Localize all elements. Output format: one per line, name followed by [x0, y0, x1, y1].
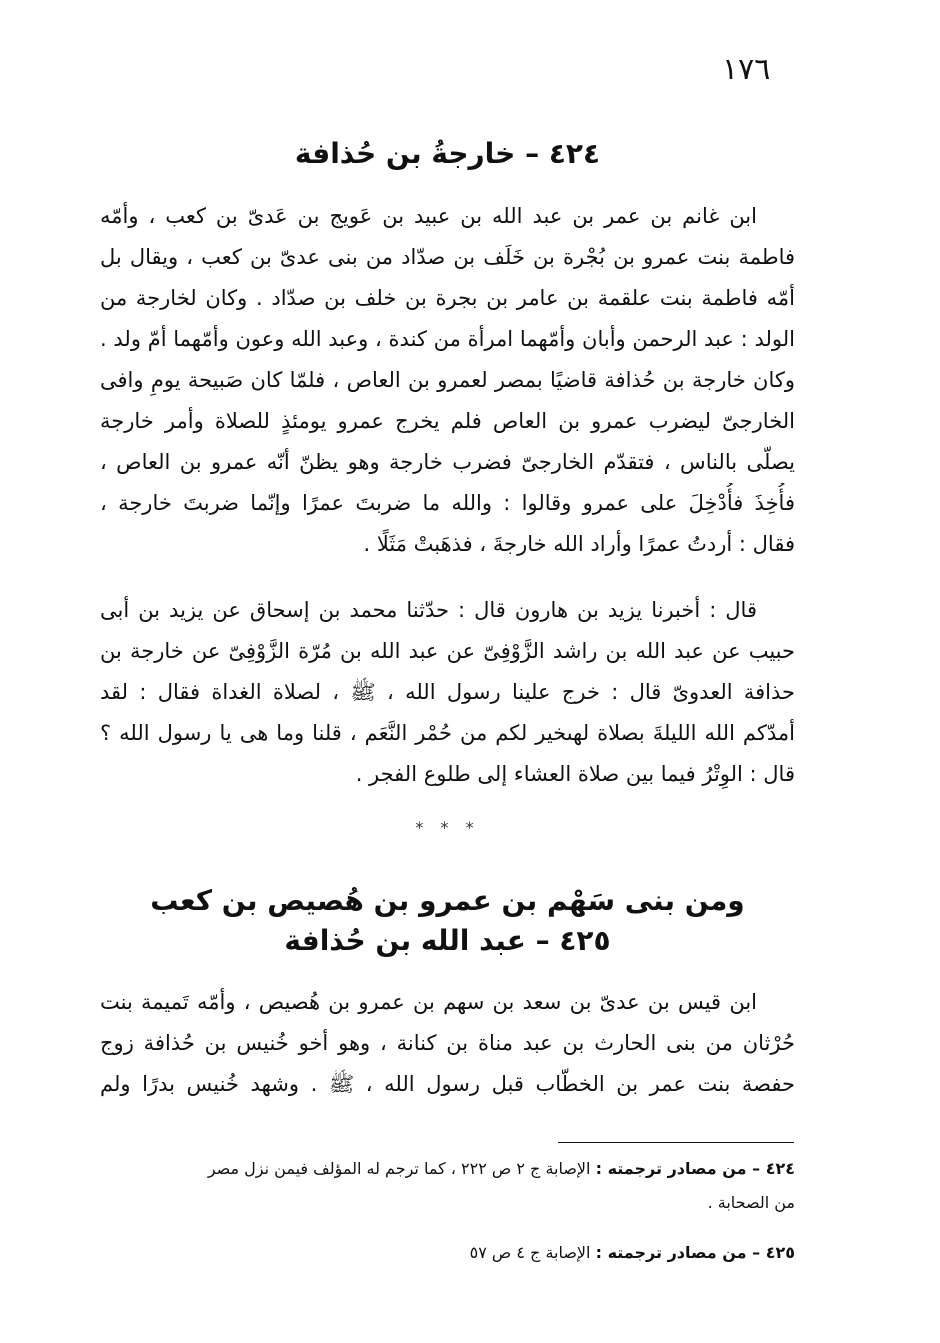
entry-424-biography: [100, 196, 795, 565]
footnote-425: [100, 1236, 795, 1270]
text-line: الولد : عبد الرحمن وأبان وأمّهما امرأة من كندة ، وعبد الله وعون وأمّهما أمّ ولد .: [100, 327, 795, 351]
text-line: حذافة العدوىّ قال : خرج علينا رسول الله ، ﷺ ، لصلاة الغداة فقال : لقد: [100, 680, 795, 704]
footnote-line: [100, 1236, 795, 1270]
footnote-divider: [558, 1142, 794, 1143]
text-line: وكان خارجة بن حُذافة قاضيًا بمصر لعمرو بن العاص ، فلمّا كان صَبيحة يومِ وافى: [100, 368, 795, 392]
text-line: فاطمة بنت عمرو بن بُجْرة بن خَلَف بن صدّاد من بنى عدىّ بن كعب ، ويقال بل: [100, 245, 795, 269]
text-line: ابن قيس بن عدىّ بن سعد بن سهم بن عمرو بن هُصيص ، وأمّه تَميمة بنت: [100, 990, 757, 1014]
entry-424-hadith-paragraph: [100, 590, 795, 795]
page-number: ١٧٦: [722, 52, 771, 87]
footnote-label: ٤٢٤ – من مصادر ترجمته :: [595, 1159, 795, 1178]
text-line: حبيب عن عبد الله بن راشد الزَّوْفِىّ عن عبد الله بن مُرّة الزَّوْفِىّ عن خارجة بن: [100, 639, 795, 663]
text-line: قال : أخبرنا يزيد بن هارون قال : حدّثنا محمد بن إسحاق عن يزيد بن أبى: [100, 598, 757, 622]
entry-425-heading: ٤٢٥ – عبد الله بن حُذافة: [284, 924, 611, 957]
text-line: حفصة بنت عمر بن الخطّاب قبل رسول الله ، ﷺ . وشهد خُنيس بدرًا ولم: [100, 1072, 795, 1096]
footnote-label: ٤٢٥ – من مصادر ترجمته :: [595, 1243, 795, 1262]
section-separator: * * *: [415, 818, 480, 837]
entry-425-biography: [100, 982, 795, 1105]
footnote-line: [100, 1152, 795, 1186]
footnote-text: الإصابة ج ٢ ص ٢٢٢ ، كما ترجم له المؤلف فيمن نزل مصر: [207, 1159, 591, 1178]
entry-424-heading: ٤٢٤ – خارجةُ بن حُذافة: [294, 137, 601, 170]
section-heading: ومن بنى سَهْم بن عمرو بن هُصيص بن كعب: [150, 884, 745, 917]
text-line: أمّه فاطمة بنت علقمة بن عامر بن بجرة بن خلف بن صدّاد . وكان لخارجة من: [100, 286, 795, 310]
footnote-424: [100, 1152, 795, 1220]
footnote-continuation: من الصحابة .: [707, 1193, 795, 1212]
text-line: قال : الوِتْرُ فيما بين صلاة العشاء إلى طلوع الفجر .: [355, 762, 795, 786]
footnote-text: الإصابة ج ٤ ص ٥٧: [469, 1243, 591, 1262]
text-line: فقال : أردتُ عمرًا وأراد الله خارجةَ ، فذهَبتْ مَثَلًا .: [363, 532, 795, 556]
text-line: فأُخِذَ فأُدْخِلَ على عمرو وقالوا : والله ما ضربتَ عمرًا وإنّما ضربتَ خارجة ،: [100, 491, 795, 515]
text-line: حُرْثان من بنى الحارث بن عبد مناة بن كنانة ، وهو أخو خُنيس بن حُذافة زوج: [100, 1031, 795, 1055]
text-line: الخارجىّ ليضرب عمرو بن العاص فلم يخرج عمرو يومئذٍ للصلاة وأمر خارجة: [100, 409, 795, 433]
text-line: أمدّكم الله الليلةَ بصلاة لهىخير لكم من حُمْر النَّعَم ، قلنا وما هى يا رسول الله ؟: [100, 721, 795, 745]
text-line: ابن غانم بن عمر بن عبد الله بن عبيد بن عَويج بن عَدىّ بن كعب ، وأمّه: [100, 204, 757, 228]
text-line: يصلّى بالناس ، فتقدّم الخارجىّ فضرب خارجة وهو يظنّ أنّه عمرو بن العاص ،: [100, 450, 795, 474]
